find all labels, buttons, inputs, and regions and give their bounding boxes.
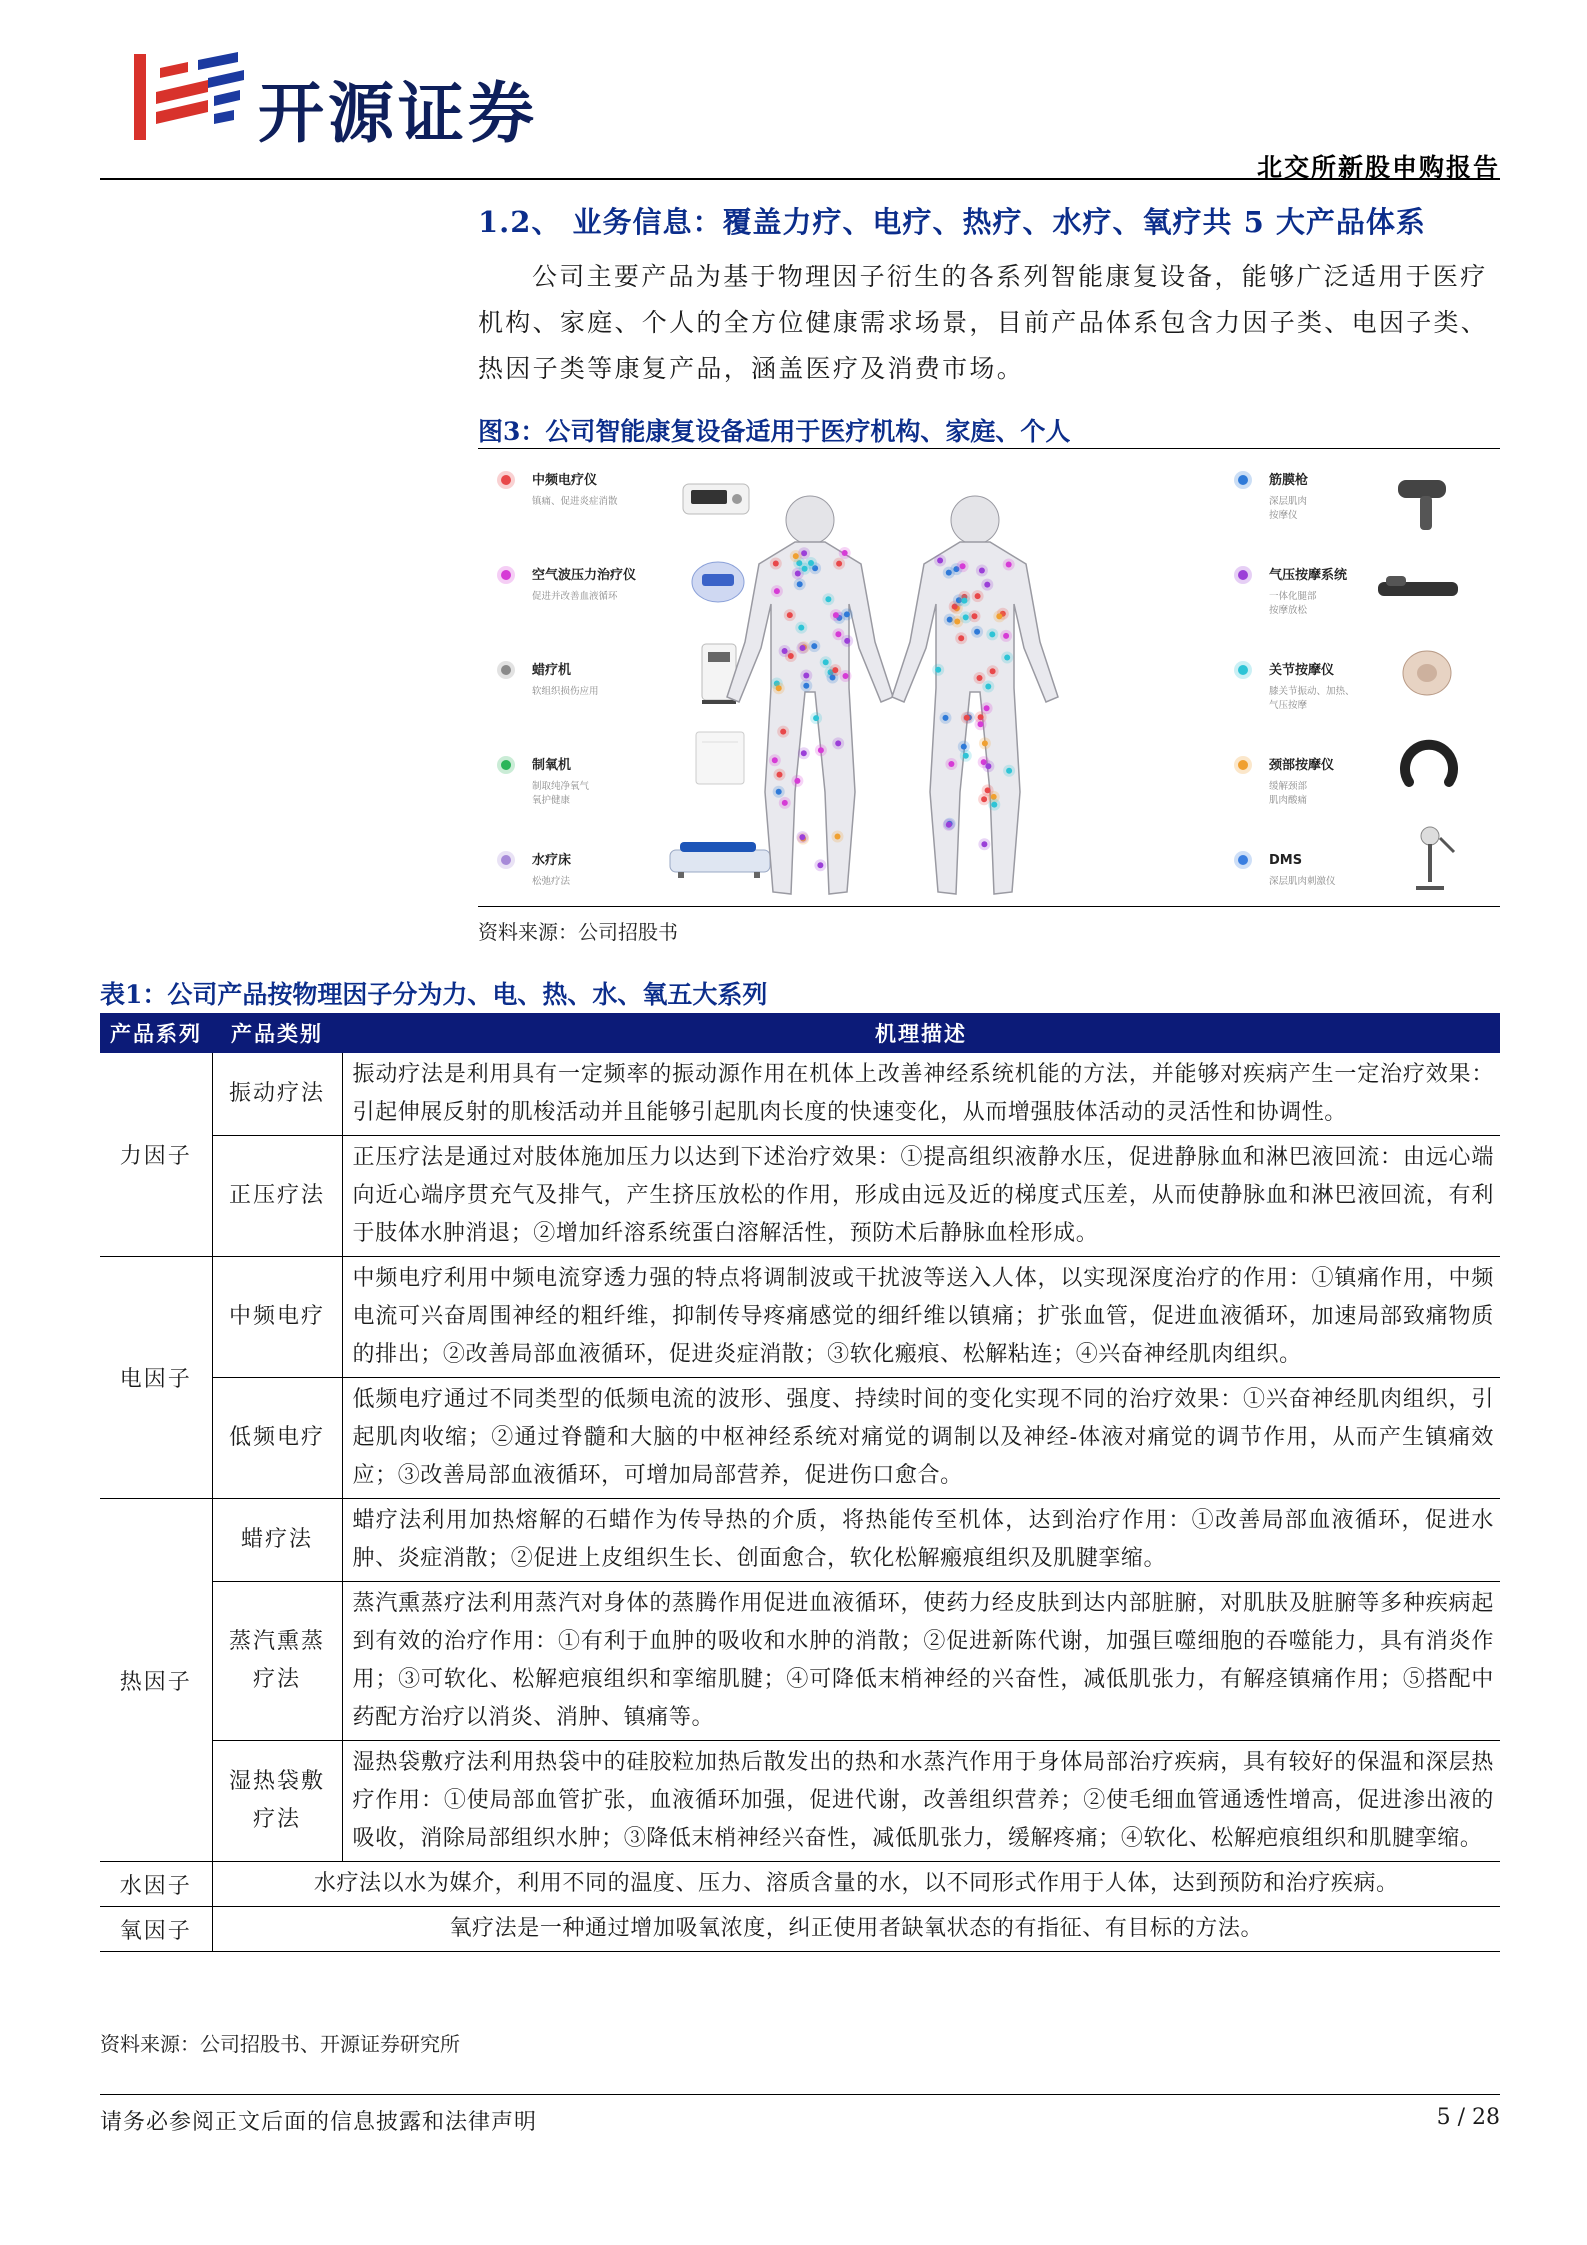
treatment-dot [802,566,808,572]
air-pressure-image [692,562,744,602]
body-figure-front [892,496,1058,894]
treatment-dot [979,568,985,574]
table-title: 表1：公司产品按物理因子分为力、电、热、水、氧五大系列 [100,980,768,1009]
device-dot-core [501,760,511,770]
treatment-dot [984,705,990,711]
treatment-dot [981,841,987,847]
device-desc: 松弛疗法 [532,876,571,887]
desc-cell: 水疗法以水为媒介，利用不同的温度、压力、溶质含量的水，以不同形式作用于人体，达到预防和治疗疾病。 [212,1862,1500,1907]
oxygen-machine-image [696,732,744,784]
device-desc: 按摩仪 [1269,510,1298,521]
treatment-dot [978,721,984,727]
product-table [100,1013,1500,1952]
treatment-dot [985,684,991,690]
treatment-dot [964,715,970,721]
series-cell: 氧因子 [100,1907,212,1952]
device-desc: 肌肉酸痛 [1269,795,1308,806]
device-dot-core [501,570,511,580]
device-desc: 软组织损伤应用 [532,686,599,697]
type-cell: 中频电疗 [212,1257,342,1378]
desc-cell: 氧疗法是一种通过增加吸氧浓度，纠正使用者缺氧状态的有指征、有目标的方法。 [212,1907,1500,1952]
device-desc: 缓解颈部 [1269,781,1308,792]
treatment-dot [803,673,809,679]
series-cell: 水因子 [100,1862,212,1907]
type-cell: 蜡疗法 [212,1499,342,1582]
disclaimer: 请务必参阅正文后面的信息披露和法律声明 [100,2110,538,2135]
device-desc: 一体化腿部 [1269,591,1317,602]
device-name: 气压按摩系统 [1269,568,1348,583]
left-device-list [497,471,636,887]
table-source: 资料来源：公司招股书、开源证券研究所 [100,2032,460,2056]
header-divider [100,178,1500,180]
treatment-dot [943,715,949,721]
treatment-dot [954,619,960,625]
type-cell: 蒸汽熏蒸疗法 [212,1582,342,1741]
treatment-dot [776,685,782,691]
treatment-dot [958,635,964,641]
treatment-dot [774,588,780,594]
desc-cell: 蜡疗法利用加热熔解的石蜡作为传导热的介质，将热能传至机体，达到治疗作用：①改善局部血液循环，促进水肿、炎症消散；②促进上皮组织生长、创面愈合，软化松解瘢痕组织及肌腱挛缩。 [342,1499,1500,1582]
intro-paragraph: 公司主要产品为基于物理因子衍生的各系列智能康复设备，能够广泛适用于医疗机构、家庭、个人的全方位健康需求场景，目前产品体系包含力因子类、电因子类、热因子类等康复产品，涵盖医疗及消费市场。 [478,262,1489,383]
treatment-dot [946,822,952,828]
treatment-dot [961,744,967,750]
logo-mark-icon [128,48,248,148]
treatment-dot [818,747,824,753]
treatment-dot [990,668,996,674]
treatment-dot [935,667,941,673]
treatment-dot [1006,768,1012,774]
left-device-item [497,851,571,887]
device-dot-core [1238,475,1248,485]
treatment-dot [836,561,842,567]
table-row [100,1499,1500,1582]
treatment-dot [811,643,817,649]
treatment-dot [835,834,841,840]
treatment-dot [1003,633,1009,639]
treatment-dot [801,750,807,756]
device-dot-core [1238,665,1248,675]
treatment-dot [833,612,839,618]
header-type: 产品类别 [212,1013,342,1053]
device-name: DMS [1269,853,1303,868]
device-desc: 氧护健康 [532,795,571,806]
device-name: 蜡疗机 [532,663,572,678]
table-row [100,1053,1500,1136]
device-dot-core [1238,855,1248,865]
treatment-dot [991,802,997,808]
treatment-dot [782,648,788,654]
device-name: 筋膜枪 [1269,473,1309,488]
treatment-dot [984,582,990,588]
right-device-item [1234,566,1347,616]
treatment-dot [817,862,823,868]
left-device-item [497,566,636,602]
treatment-dot [1006,562,1012,568]
table-row [100,1582,1500,1741]
footer-divider [100,2094,1500,2095]
desc-cell: 中频电疗利用中频电流穿透力强的特点将调制波或干扰波等送入人体，以实现深度治疗的作用：①镇痛作用，中频电流可兴奋周围神经的粗纤维，抑制传导疼痛感觉的细纤维以镇痛；扩张血管，促进血液循环，加速局部致痛物质的排出；②改善局部血液循环，促进炎症消散；③软化瘢痕、松解粘连；④兴奋神经肌肉组织。 [342,1257,1500,1378]
air-massage-image [1378,576,1458,596]
treatment-dot [963,614,969,620]
treatment-dot [800,645,806,651]
treatment-dot [996,613,1002,619]
table-row [100,1257,1500,1378]
treatment-dot [772,757,778,763]
table-row [100,1136,1500,1257]
left-device-item [497,756,590,806]
device-desc: 深层肌肉刺激仪 [1269,876,1336,887]
type-cell: 正压疗法 [212,1136,342,1257]
treatment-dot [813,715,819,721]
device-desc: 气压按摩 [1269,700,1308,711]
desc-cell: 正压疗法是通过对肢体施加压力以达到下述治疗效果：①提高组织液静水压，促进静脉血和淋巴液回流：由远心端向近心端序贯充气及排气，产生挤压放松的作用，形成由远及近的梯度式压差，从而使静脉血和淋巴液回流，有利于肢体水肿消退；②增加纤溶系统蛋白溶解活性，预防术后静脉血栓形成。 [342,1136,1500,1257]
device-name: 水疗床 [532,853,572,868]
treatment-dot [946,570,952,576]
treatment-dot [825,596,831,602]
dms-device-image [1416,827,1454,888]
device-figure-svg [478,452,1500,902]
treatment-dot [782,800,788,806]
device-desc: 深层肌肉 [1269,496,1308,507]
emt-device-image [683,484,749,514]
device-dot-core [501,855,511,865]
right-device-item [1234,471,1308,521]
treatment-dot [776,789,782,795]
treatment-dot [974,629,980,635]
device-name: 关节按摩仪 [1269,663,1335,678]
treatment-dot [842,550,848,556]
treatment-dot [777,772,783,778]
treatment-dot [948,761,954,767]
page-number: 5 / 28 [1436,2105,1500,2130]
section-title: 1.2、 业务信息：覆盖力疗、电疗、热疗、水疗、氧疗共 5 大产品体系 [478,205,1426,239]
header-series: 产品系列 [100,1013,212,1053]
left-device-item [497,471,618,507]
desc-cell: 蒸汽熏蒸疗法利用蒸汽对身体的蒸腾作用促进血液循环，使药力经皮肤到达内部脏腑，对肌肤及脏腑等多种疾病起到有效的治疗作用：①有利于血肿的吸收和水肿的消散；②促进新陈代谢，加强巨噬细胞的吞噬能力，具有消炎作用；③可软化、松解疤痕组织和挛缩肌腱；④可降低末梢神经的兴奋性，减低肌张力，有解痉镇痛作用；⑤搭配中药配方治疗以消炎、消肿、镇痛等。 [342,1582,1500,1741]
right-device-item [1234,756,1334,806]
treatment-dot [961,598,967,604]
treatment-dot [975,593,981,599]
device-desc: 膝关节振动、加热、 [1269,686,1355,697]
device-dot-core [1238,760,1248,770]
neck-massager-image [1405,745,1453,782]
treatment-dot [801,550,807,556]
device-desc: 促进并改善血液循环 [532,591,618,602]
treatment-dot [787,612,793,618]
treatment-dot [937,558,943,564]
treatment-dot [972,613,978,619]
treatment-dot [985,787,991,793]
device-dot-core [1238,570,1248,580]
treatment-dot [773,561,779,567]
treatment-dot [981,796,987,802]
figure-source: 资料来源：公司招股书 [478,920,678,944]
treatment-dot [1004,655,1010,661]
figure-top-rule [478,448,1500,449]
treatment-dot [843,673,849,679]
hydro-bed-image [670,842,770,878]
treatment-dot [982,740,988,746]
treatment-dot [823,659,829,665]
table-header-row [100,1013,1500,1053]
treatment-dot [960,563,966,569]
figure-title: 图3：公司智能康复设备适用于医疗机构、家庭、个人 [478,417,1071,446]
treatment-dot [797,581,803,587]
treatment-dot [803,683,809,689]
device-name: 中频电疗仪 [532,473,598,488]
massage-gun-image [1398,480,1446,530]
left-device-item [497,661,599,697]
device-dot-core [501,475,511,485]
treatment-dot [798,625,804,631]
desc-cell: 湿热袋敷疗法利用热袋中的硅胶粒加热后散发出的热和水蒸汽作用于身体局部治疗疾病，具有较好的保温和深层热疗作用：①使局部血管扩张，血液循环加强，促进代谢，改善组织营养；②使毛细血管通透性增高，促进渗出液的吸收，消除局部组织水肿；③降低末梢神经兴奋性，减低肌张力，缓解疼痛；④软化、松解疤痕组织和肌腱挛缩。 [342,1741,1500,1862]
treatment-dot [844,638,850,644]
right-device-item [1234,661,1355,711]
table-row [100,1862,1500,1907]
treatment-dot [963,753,969,759]
right-device-item [1234,851,1336,887]
treatment-dot [835,740,841,746]
report-type: 北交所新股申购报告 [1256,153,1500,182]
device-desc: 按摩放松 [1269,605,1308,616]
knee-massager-image [1403,651,1451,695]
device-name: 制氧机 [532,758,572,773]
body-figure-back [727,496,893,894]
device-figure [478,452,1500,902]
treatment-dot [835,631,841,637]
type-cell: 湿热袋敷疗法 [212,1741,342,1862]
right-device-list [1234,471,1355,887]
device-name: 空气波压力治疗仪 [532,568,637,583]
series-cell: 力因子 [100,1053,212,1257]
treatment-dot [977,675,983,681]
device-name: 颈部按摩仪 [1269,758,1335,773]
device-desc: 制取纯净氧气 [532,781,590,792]
header-desc: 机理描述 [342,1013,1500,1053]
desc-cell: 低频电疗通过不同类型的低频电流的波形、强度、持续时间的变化实现不同的治疗效果：①兴奋神经肌肉组织，引起肌肉收缩；②通过脊髓和大脑的中枢神经系统对痛觉的调制以及神经-体液对痛觉的调节作用，从而产生镇痛效应；③改善局部血液循环，可增加局部营养，促进伤口愈合。 [342,1378,1500,1499]
device-desc: 镇痛、促进炎症消散 [532,496,618,507]
series-cell: 热因子 [100,1499,212,1862]
treatment-dot [832,667,838,673]
figure-bottom-rule [478,906,1500,907]
treatment-dot [780,729,786,735]
treatment-dot [799,834,805,840]
treatment-dot [989,631,995,637]
table-row [100,1907,1500,1952]
treatment-dot [794,778,800,784]
table-row [100,1378,1500,1499]
type-cell: 振动疗法 [212,1053,342,1136]
company-logo [128,48,688,152]
desc-cell: 振动疗法是利用具有一定频率的振动源作用在机体上改善神经系统机能的方法，并能够对疾病产生一定治疗效果：引起伸展反射的肌梭活动并且能够引起肌肉长度的快速变化，从而增强肢体活动的灵活性和协调性。 [342,1053,1500,1136]
device-dot-core [501,665,511,675]
treatment-dot [793,553,799,559]
company-name: 开源证券 [258,75,538,152]
table-row [100,1741,1500,1862]
type-cell: 低频电疗 [212,1378,342,1499]
series-cell: 电因子 [100,1257,212,1499]
treatment-dot [985,763,991,769]
